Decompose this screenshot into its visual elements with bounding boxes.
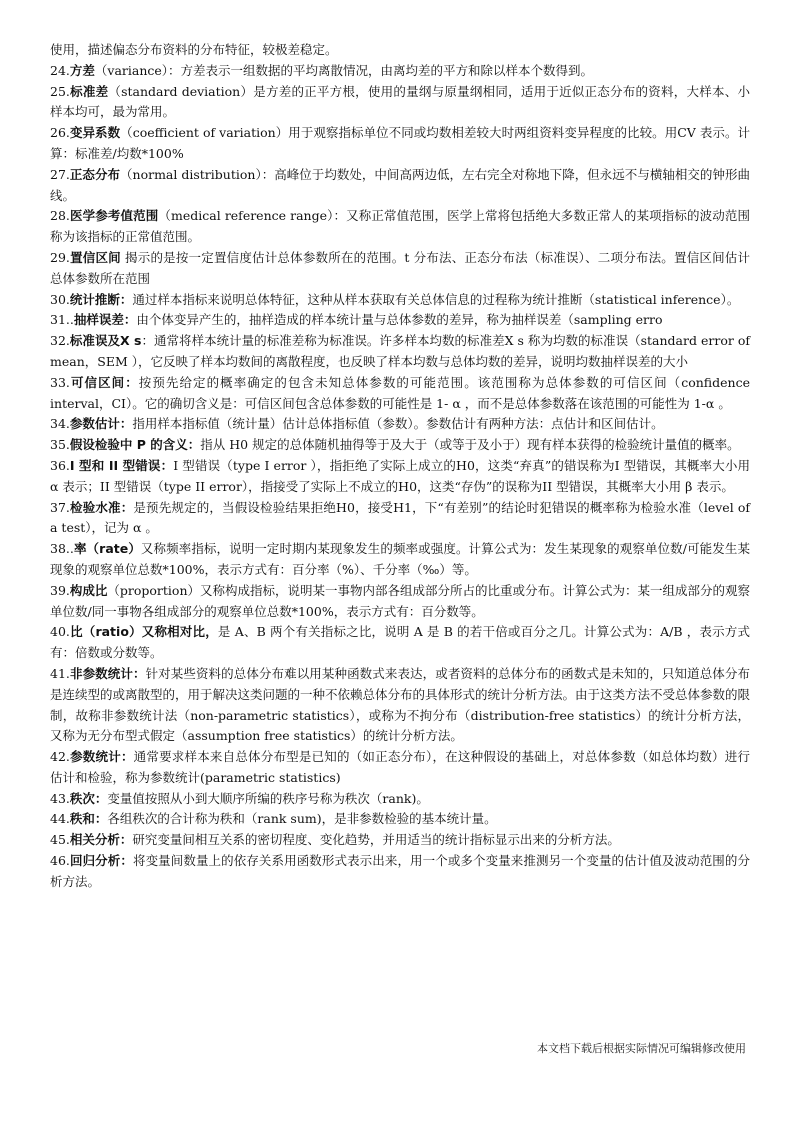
definition-rank-sum: 44.秩和：各组秩次的合计称为秩和（rank sum)，是非参数检验的基本统计量。 <box>50 811 497 827</box>
definition-rate: 38..率（rate）又称频率指标，说明一定时期内某现象发生的频率或强度。计算公式为：发生某现象的观察单位数/可能发生某现象的观察单位总数*100%，表示方式有：百分率（%）、千分率（‰）等。 <box>50 541 750 577</box>
definition-statistical-inference: 30.统计推断：通过样本指标来说明总体特征，这种从样本获取有关总体信息的过程称为统计推断（statistical inference）。 <box>50 291 740 307</box>
definition-coefficient-of-variation: 26.变异系数（coefficient of variation）用于观察指标单位不同或均数相差较大时两组资料变异程度的比较。用CV 表示。计算：标准差/均数*100% <box>50 125 750 161</box>
definition-standard-deviation: 25.标准差（standard deviation）是方差的正平方根，使用的量纲与原量纲相同，适用于近似正态分布的资料，大样本、小样本均可，最为常用。 <box>50 83 750 120</box>
definition-reference-range: 28.医学参考值范围（medical reference range）：又称正常值范围，医学上常将包括绝大多数正常人的某项指标的波动范围称为该指标的正常值范围。 <box>50 208 750 245</box>
definition-p-value: 35.假设检验中 P 的含义：指从 H0 规定的总体随机抽得等于及大于（或等于及小于）现有样本获得的检验统计量值的概率。 <box>50 437 740 453</box>
definition-variance: 24.方差（variance）：方差表示一组数据的平均离散情况，由离均差的平方和除以样本个数得到。 <box>50 62 594 78</box>
document-body <box>50 40 750 893</box>
definition-significance-level: 37.检验水准：是预先规定的，当假设检验结果拒绝H0，接受H1，下“有差别”的结论时犯错误的概率称为检验水准（level of a test），记为 α 。 <box>50 499 750 536</box>
paragraph-continuation: 使用，描述偏态分布资料的分布特征，较极差稳定。 <box>50 42 338 57</box>
definition-type-errors: 36.I 型和 II 型错误：I 型错误（type I error ），指拒绝了实际上成立的H0，这类“弃真”的错误称为I 型错误，其概率大小用 α 表示；II 型错误（type II error），指接受了实际上不成立的H0，这类“存伪”的误称为II 型错误，其概率大小用 β 表示。 <box>50 457 750 494</box>
definition-parameter-estimation: 34.参数估计：指用样本指标值（统计量）估计总体指标值（参数）。参数估计有两种方法：点估计和区间估计。 <box>50 416 664 432</box>
definition-proportion: 39.构成比（proportion）又称构成指标，说明某一事物内部各组成部分所占的比重或分布。计算公式为：某一组成部分的观察单位数/同一事物各组成部分的观察单位总数*100%，表示方式有：百分数等。 <box>50 582 751 619</box>
definition-ratio: 40.比（ratio）又称相对比，是 A、B 两个有关指标之比，说明 A 是 B 的若干倍或百分之几。计算公式为：A/B ，表示方式有：倍数或分数等。 <box>50 624 750 661</box>
definition-confidence-interval: 33.可信区间：按预先给定的概率确定的包含未知总体参数的可能范围。该范围称为总体参数的可信区间（confidence interval，CI）。它的确切含义是：可信区间包含总体参数的可能性是 1- α ，而不是总体参数落在该范围的可能性为 1-α 。 <box>50 374 750 411</box>
definition-standard-error: 32.标准误及X s：通常将样本统计量的标准差称为标准误。许多样本均数的标准差X s 称为均数的标准误（standard error of mean，SEM ），它反映了样本均数间的离散程度，也反映了样本均数与总体均数的差异，说明均数抽样误差的大小 <box>50 333 750 369</box>
definition-confidence-interval-estimate: 29.置信区间 揭示的是按一定置信度估计总体参数所在的范围。t 分布法、正态分布法（标准误）、二项分布法。置信区间估计总体参数所在范围 <box>50 249 750 286</box>
definition-nonparametric-statistics: 41.非参数统计：针对某些资料的总体分布难以用某种函数式来表达，或者资料的总体分布的函数式是未知的，只知道总体分布是连续型的或离散型的，用于解决这类问题的一种不依赖总体分布的具体形式的统计分析方法。由于这类方法不受总体参数的限制，故称非参数统计法（non-parametric statistics），或称为不拘分布（distribution-free statistics）的统计分析方法，又称为无分布型式假定（assumption free statistics）的统计分析方法。 <box>50 665 751 744</box>
footer-note: 本文档下载后根据实际情况可编辑修改使用 <box>537 1042 746 1055</box>
definition-parametric-statistics: 42.参数统计：通常要求样本来自总体分布型是已知的（如正态分布），在这种假设的基础上，对总体参数（如总体均数）进行估计和检验，称为参数统计(parametric statistics) <box>50 749 750 785</box>
definition-regression-analysis: 46.回归分析：将变量间数量上的依存关系用函数形式表示出来，用一个或多个变量来推测另一个变量的估计值及波动范围的分析方法。 <box>50 853 750 889</box>
definition-correlation-analysis: 45.相关分析：研究变量间相互关系的密切程度、变化趋势，并用适当的统计指标显示出来的分析方法。 <box>50 832 620 848</box>
definition-sampling-error: 31..抽样误差：由个体变异产生的，抽样造成的样本统计量与总体参数的差异，称为抽样误差（sampling erro <box>50 312 663 328</box>
definition-rank: 43.秩次：变量值按照从小到大顺序所编的秩序号称为秩次（rank)。 <box>50 790 429 806</box>
definition-normal-distribution: 27.正态分布（normal distribution）：高峰位于均数处，中间高两边低，左右完全对称地下降，但永远不与横轴相交的钟形曲线。 <box>50 166 750 203</box>
